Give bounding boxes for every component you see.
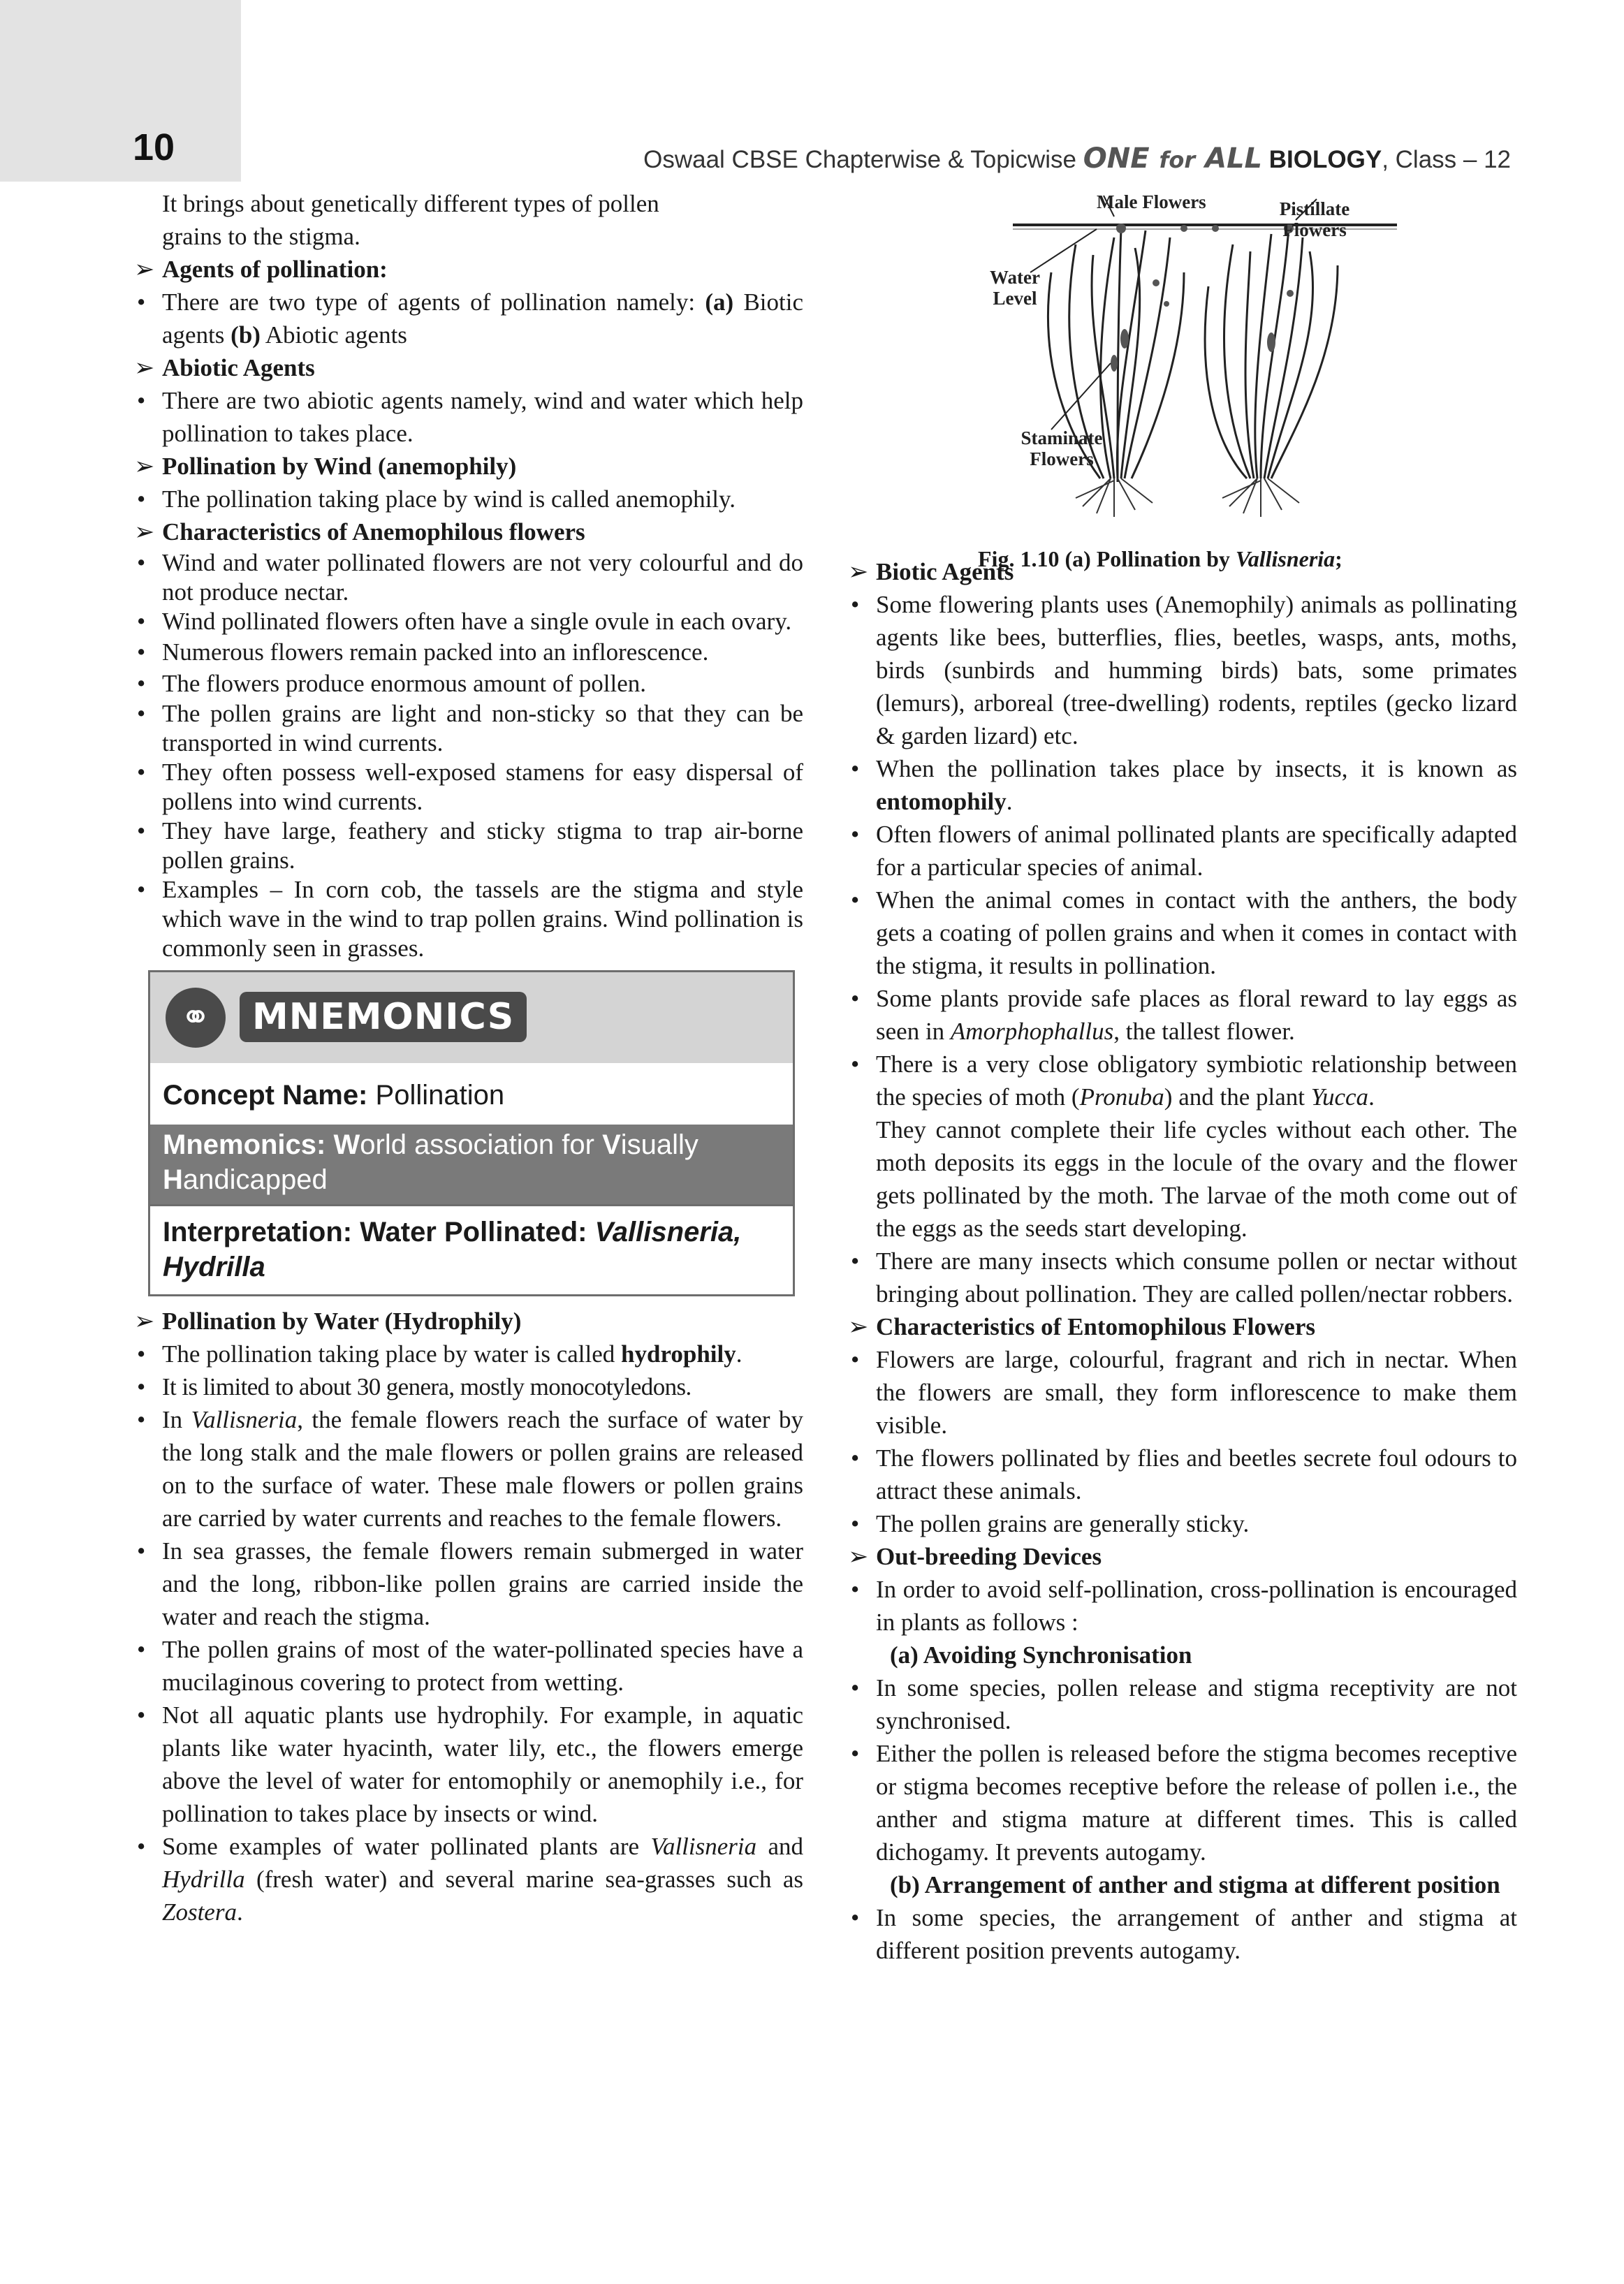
bullet-item: • The flowers pollinated by flies and beetles secrete foul odours to attract these animals.: [847, 1442, 1517, 1507]
bullet-item: • The pollination taking place by wind is called anemophily.: [133, 483, 803, 515]
series-title: Oswaal CBSE Chapterwise & Topicwise: [643, 146, 1076, 173]
label-male-flowers: Male Flowers: [1097, 191, 1206, 212]
bullet-item: • The pollen grains are generally sticky.: [847, 1507, 1517, 1540]
bullet-item: • Wind and water pollinated flowers are not very colourful and do not produce nectar.: [133, 548, 803, 607]
text-line: grains to the stigma.: [162, 223, 360, 250]
heading-entomophilous-characteristics: ➢ Characteristics of Entomophilous Flowers: [847, 1310, 1517, 1343]
mnemonics-header: [150, 972, 793, 1063]
concept-name: Concept Name: Pollination: [163, 1080, 505, 1111]
bullet-item: • Numerous flowers remain packed into an inflorescence.: [133, 636, 803, 668]
bullet-item: • Not all aquatic plants use hydrophily. For example, in aquatic plants like water hyacinth, water lily, etc., the flowers emerge above the level of water for entomophily or anemophily i.e., for pollination to takes place by insects or wind.: [133, 1699, 803, 1830]
bullet-item: • It is limited to about 30 genera, mostly monocotyledons.: [133, 1370, 803, 1403]
bullet-item: • There are many insects which consume pollen or nectar without bringing about pollination. They are called pollen/nectar robbers.: [847, 1245, 1517, 1310]
bullet-item: • In order to avoid self-pollination, cross-pollination is encouraged in plants as follows :: [847, 1573, 1517, 1639]
bullet-item: • In some species, the arrangement of anther and stigma at different position prevents autogamy.: [847, 1901, 1517, 1967]
vallisneria-figure: [974, 189, 1421, 524]
heading-pollination-by-wind: ➢ Pollination by Wind (anemophily): [133, 450, 803, 483]
bullet-item: • In Vallisneria, the female flowers reach the surface of water by the long stalk and the male flowers or pollen grains are released on to the surface of water. These male flowers or pollen grains are carried by water currents and reaches to the female flowers.: [133, 1403, 803, 1535]
bullet-item: • The flowers produce enormous amount of pollen.: [133, 668, 803, 699]
bullet-item: • There is a very close obligatory symbiotic relationship between the species of moth (Pronuba) and the plant Yucca.: [847, 1048, 1517, 1113]
bullet-item: • They have large, feathery and sticky stigma to trap air-borne pollen grains.: [133, 817, 803, 875]
bullet-item: • There are two type of agents of pollination namely: (a) Biotic agents (b) Abiotic agents: [133, 286, 803, 351]
bullet-item: • Either the pollen is released before the stigma becomes receptive or stigma becomes receptive before the release of pollen i.e., the anther and stigma mature at different times. This is called dichogamy. It prevents autogamy.: [847, 1737, 1517, 1868]
bullet-item: • When the animal comes in contact with the anthers, the body gets a coating of pollen grains and when it comes in contact with the stigma, it results in pollination.: [847, 884, 1517, 982]
bullet-item: • The pollination taking place by water is called hydrophily.: [133, 1338, 803, 1370]
label-water-level: Water Level: [990, 267, 1040, 309]
paragraph-continuation: They cannot complete their life cycles without each other. The moth deposits its eggs in the locule of the ovary and the flower gets pollinated by the moth. The larvae of the moth come out of the eggs as the seeds start developing.: [876, 1116, 1517, 1242]
subheading-arrangement: (b) Arrangement of anther and stigma at different position: [890, 1871, 1500, 1898]
figure-caption: Fig. 1.10 (a) Pollination by Vallisneria;: [978, 546, 1343, 571]
bullet-item: • In some species, pollen release and stigma receptivity are not synchronised.: [847, 1671, 1517, 1737]
bullet-item: • The pollen grains are light and non-sticky so that they can be transported in wind currents.: [133, 699, 803, 758]
class-label: , Class – 12: [1382, 146, 1511, 173]
text-line: It brings about genetically different types of pollen: [162, 190, 659, 217]
bullet-item: • Flowers are large, colourful, fragrant and rich in nectar. When the flowers are small, they form inflorescence to make them visible.: [847, 1343, 1517, 1442]
bullet-item: • Wind pollinated flowers often have a single ovule in each ovary.: [133, 607, 803, 636]
running-header: [643, 142, 1511, 175]
heading-anemophilous-characteristics: ➢ Characteristics of Anemophilous flowers: [133, 515, 803, 548]
page-number-tab: [0, 0, 241, 182]
mnemonics-box: [148, 970, 795, 1296]
heading-abiotic-agents: ➢ Abiotic Agents: [133, 351, 803, 384]
right-column: [847, 555, 1517, 1967]
link-icon: ⚭: [166, 988, 226, 1048]
bullet-item: • Some examples of water pollinated plants are Vallisneria and Hydrilla (fresh water) and several marine sea-grasses such as Zostera.: [133, 1830, 803, 1928]
label-staminate-flowers: Staminate Flowers: [1021, 427, 1103, 469]
label-pistillate-flowers: Pistillate Flowers: [1279, 198, 1350, 240]
heading-pollination-by-water: ➢ Pollination by Water (Hydrophily): [133, 1305, 803, 1338]
heading-biotic-agents: ➢ Biotic Agents: [847, 555, 1517, 588]
bullet-item: • Often flowers of animal pollinated plants are specifically adapted for a particular species of animal.: [847, 818, 1517, 884]
interpretation: Interpretation: Water Pollinated: Vallisneria, Hydrilla: [150, 1204, 793, 1294]
subject-title: BIOLOGY: [1268, 146, 1382, 173]
bullet-item: • Examples – In corn cob, the tassels are the stigma and style which wave in the wind to trap pollen grains. Wind pollination is commonly seen in grasses.: [133, 875, 803, 963]
bullet-item: • They often possess well-exposed stamens for easy dispersal of pollens into wind currents.: [133, 758, 803, 817]
heading-outbreeding-devices: ➢ Out-breeding Devices: [847, 1540, 1517, 1573]
bullet-item: • Some plants provide safe places as floral reward to lay eggs as seen in Amorphophallus, the tallest flower.: [847, 982, 1517, 1048]
heading-agents-of-pollination: ➢ Agents of pollination:: [133, 253, 803, 286]
brand-logo: ONE for ALL: [1083, 142, 1263, 175]
bullet-item: • Some flowering plants uses (Anemophily) animals as pollinating agents like bees, butterflies, flies, beetles, wasps, ants, moths, birds (sunbirds and humming birds) bats, some primates (lemurs), arboreal (tree-dwelling) rodents, reptiles (gecko lizard & garden lizard) etc.: [847, 588, 1517, 752]
left-column: [133, 187, 803, 1928]
mnemonics-title: MNEMONICS: [240, 992, 527, 1042]
bullet-item: • In sea grasses, the female flowers remain submerged in water and the long, ribbon-like pollen grains are carried inside the water and reach the stigma.: [133, 1535, 803, 1633]
bullet-item: • There are two abiotic agents namely, wind and water which help pollination to takes place.: [133, 384, 803, 450]
subheading-avoiding-synchronisation: (a) Avoiding Synchronisation: [890, 1641, 1192, 1669]
page-number: 10: [133, 126, 175, 168]
bullet-item: • When the pollination takes place by insects, it is known as entomophily.: [847, 752, 1517, 818]
mnemonic-phrase: Mnemonics: World association for Visually Handicapped: [150, 1125, 793, 1204]
bullet-item: • The pollen grains of most of the water-pollinated species have a mucilaginous covering to protect from wetting.: [133, 1633, 803, 1699]
